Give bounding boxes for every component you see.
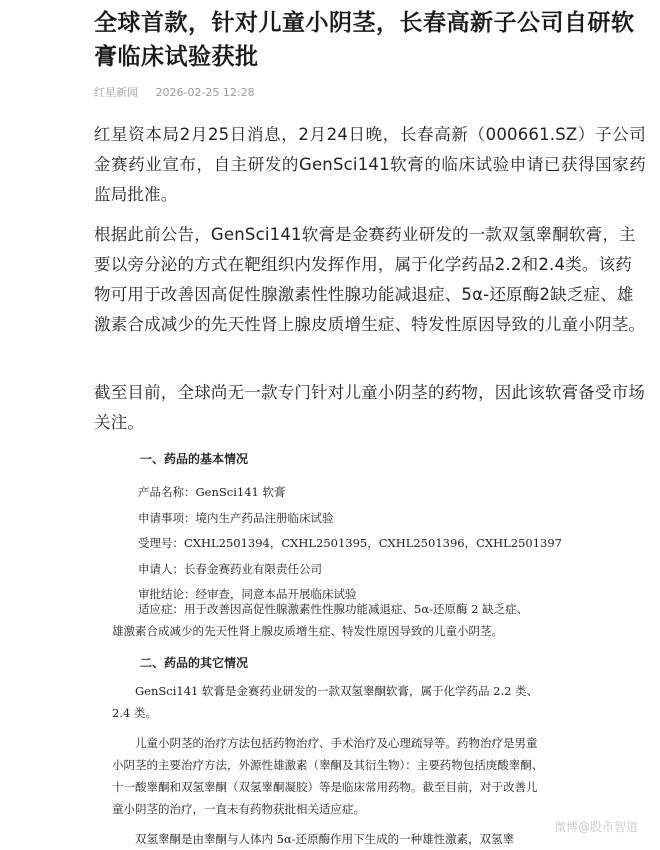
weibo-watermark: 微博@股市智道 (550, 817, 642, 836)
article-paragraph-1: 红星资本局2月25日消息，2月24日晚，长春高新（000661.SZ）子公司金赛药业宣布，自主研发的GenSci141软膏的临床试验申请已获得国家药监局批准。 (94, 125, 646, 204)
field-acceptance-number: 受理号：CXHL2501394，CXHL2501395，CXHL2501396，CXHL2501397 (138, 536, 562, 550)
indication-line-2: 雄激素合成减少的先天性肾上腺皮质增生症、特发性原因导致的儿童小阴茎。 (112, 624, 503, 638)
field-indication (112, 598, 552, 642)
field-product-name: 产品名称：GenSci141 软膏 (138, 485, 286, 499)
source-label[interactable]: 红星新闻 (94, 86, 138, 99)
publish-time: 2026-02-25 12:28 (155, 86, 255, 99)
article-paragraph-2: 根据此前公告，GenSci141软膏是金赛药业研发的一款双氢睾酮软膏，主要以旁分泌的方式在靶组织内发挥作用，属于化学药品2.2和2.4类。该药物可用于改善因高促性腺激素性性腺功能减退症、5α-还原酶2缺乏症、雄激素合成减少的先天性肾上腺皮质增生症、特发性原因导致的儿童小阴茎。 (94, 225, 646, 334)
doc-section-2-body (112, 680, 544, 850)
field-application-item: 申请事项：境内生产药品注册临床试验 (138, 510, 334, 525)
doc-paragraph-2: 儿童小阴茎的治疗方法包括药物治疗、手术治疗及心理疏导等。药物治疗是男童小阴茎的主要治疗方法，外源性雄激素（睾酮及其衍生物）：主要药物包括庚酸睾酮、十一酸睾酮和双氢睾酮（双氢睾酮凝胶）等是临床常用药物。截至目前，对于改善儿童小阴茎的治疗，一直未有药物获批相关适应症。 (112, 736, 544, 816)
doc-paragraph-1: GenSci141 软膏是金赛药业研发的一款双氢睾酮软膏，属于化学药品 2.2 类、2.4 类。 (112, 684, 539, 720)
doc-fields (138, 480, 570, 608)
article-paragraph-3: 截至目前，全球尚无一款专门针对儿童小阴茎的药物，因此该软膏备受市场关注。 (94, 383, 646, 432)
doc-section-2-title: 二、药品的其它情况 (140, 656, 249, 670)
field-applicant: 申请人：长春金赛药业有限责任公司 (138, 561, 322, 576)
article-title: 全球首款，针对儿童小阴茎，长春高新子公司自研软膏临床试验获批 (94, 10, 635, 70)
doc-section-1-title: 一、药品的基本情况 (140, 452, 249, 466)
doc-paragraph-3: 双氢睾酮是由睾酮与人体内 5α-还原酶作用下生成的一种雄性激素，双氢睾 (135, 832, 515, 846)
field-approval-conclusion: 审批结论：经审查，同意本品开展临床试验 (138, 587, 357, 601)
article-meta (94, 84, 255, 100)
indication-line-1: 适应症：用于改善因高促性腺激素性性腺功能减退症、5α-还原酶 2 缺乏症、 (138, 602, 529, 616)
